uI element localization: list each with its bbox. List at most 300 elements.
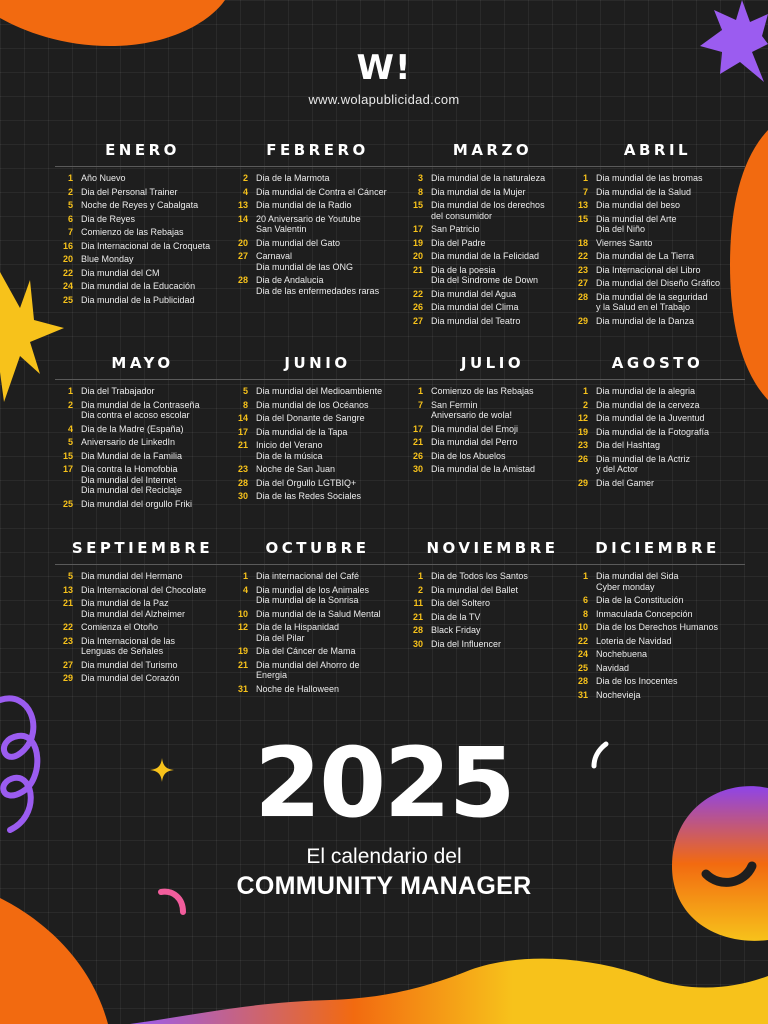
- event-day: 1: [242, 571, 248, 581]
- event-item: [570, 690, 745, 701]
- event-item: [55, 187, 230, 198]
- event-item: [55, 636, 230, 657]
- event-label: Dia mundial de las bromas: [596, 173, 703, 183]
- event-label: Dia de las Redes Sociales: [256, 491, 362, 501]
- event-label: Dia de la Marmota: [256, 173, 330, 183]
- event-item: [570, 173, 745, 184]
- event-label: Dia mundial del orgullo Friki: [81, 498, 193, 509]
- event-item: [405, 625, 580, 636]
- event-list: [55, 173, 230, 305]
- event-label: Dia Internacional del Libro: [596, 264, 701, 275]
- event-label: Dia mundial de Contra el Cáncer: [256, 186, 387, 197]
- event-label: Dia contra la Homofobia Dia mundial del Internet Dia mundial del Reciclaje: [81, 464, 183, 495]
- website-url[interactable]: www.wolapublicidad.com: [308, 92, 460, 107]
- event-day: 1: [67, 173, 73, 183]
- event-day: 21: [62, 598, 73, 608]
- event-item: [230, 585, 405, 606]
- event-day: 23: [237, 464, 248, 474]
- event-list: [570, 386, 745, 488]
- event-day: 23: [577, 440, 588, 450]
- event-item: [405, 437, 580, 448]
- event-day: 13: [577, 200, 588, 210]
- event-day: 22: [62, 622, 73, 632]
- event-day: 25: [62, 294, 73, 305]
- event-day: 27: [412, 315, 423, 326]
- event-item: [570, 595, 745, 606]
- event-label: Dia mundial de La Tierra: [596, 251, 695, 261]
- month-title: JULIO: [460, 354, 525, 372]
- event-label: Dia mundial de la Actriz y del Actor: [596, 453, 691, 474]
- event-label: Dia mundial del Teatro: [431, 315, 521, 326]
- event-label: Dia mundial de la Contraseña Dia contra el acoso escolar: [81, 399, 200, 420]
- event-day: 28: [237, 275, 248, 285]
- event-item: [230, 571, 405, 582]
- event-label: Dia de la Hispanidad Dia del Pilar: [256, 622, 340, 643]
- event-label: Dia del Trabajador: [81, 386, 155, 396]
- event-day: 6: [582, 595, 588, 605]
- event-item: [55, 598, 230, 619]
- month-divider: [55, 379, 230, 380]
- event-label: Dia mundial del Corazón: [81, 673, 180, 683]
- event-label: Nochevieja: [596, 689, 641, 700]
- event-day: 29: [577, 477, 588, 488]
- event-item: [230, 478, 405, 489]
- event-item: [230, 427, 405, 438]
- event-day: 15: [577, 213, 588, 224]
- event-item: [230, 464, 405, 475]
- month-title: NOVIEMBRE: [426, 539, 559, 557]
- event-label: Dia mundial de la Mujer: [431, 186, 526, 197]
- event-item: [570, 454, 745, 475]
- event-item: [230, 491, 405, 502]
- event-item: [570, 200, 745, 211]
- month-divider: [570, 166, 745, 167]
- event-label: Dia mundial del Gato: [256, 237, 341, 248]
- event-day: 25: [62, 498, 73, 509]
- event-day: 31: [237, 683, 248, 694]
- month-septiembre: [55, 538, 230, 687]
- event-day: 23: [577, 264, 588, 275]
- event-label: Dia de Reyes: [81, 213, 136, 224]
- month-title: ENERO: [105, 141, 180, 159]
- event-day: 2: [242, 173, 248, 183]
- event-label: Black Friday: [431, 625, 481, 635]
- event-item: [230, 275, 405, 296]
- event-label: Comienzo de las Rebajas: [81, 227, 184, 237]
- event-item: [570, 478, 745, 489]
- month-divider: [405, 166, 580, 167]
- event-item: [570, 440, 745, 451]
- event-day: 5: [67, 571, 73, 581]
- event-label: Dia mundial de la Salud: [596, 186, 692, 197]
- event-label: Noche de San Juan: [256, 464, 336, 474]
- event-day: 7: [582, 186, 588, 197]
- event-day: 28: [577, 676, 588, 686]
- event-day: 26: [577, 453, 588, 464]
- event-list: [405, 571, 580, 649]
- event-item: [230, 200, 405, 211]
- event-label: Dia del Padre: [431, 237, 486, 248]
- event-item: [570, 676, 745, 687]
- event-label: Dia mundial de la Radio: [256, 200, 352, 210]
- month-abril: [570, 140, 745, 329]
- month-divider: [230, 564, 405, 565]
- month-diciembre: [570, 538, 745, 703]
- event-day: 2: [582, 399, 588, 410]
- event-list: [230, 571, 405, 694]
- event-label: Dia mundial de la Amistad: [431, 464, 536, 474]
- event-label: Dia mundial de la cerveza: [596, 399, 700, 410]
- event-day: 12: [577, 413, 588, 423]
- event-label: Blue Monday: [81, 254, 134, 264]
- event-day: 27: [577, 278, 588, 288]
- event-day: 5: [67, 437, 73, 447]
- event-item: [570, 649, 745, 660]
- event-day: 2: [67, 186, 73, 197]
- subtitle-line-2: COMMUNITY MANAGER: [236, 872, 532, 900]
- month-febrero: [230, 140, 405, 299]
- month-agosto: [570, 353, 745, 491]
- event-item: [230, 622, 405, 643]
- event-day: 20: [237, 237, 248, 248]
- event-list: [55, 571, 230, 684]
- month-marzo: [405, 140, 580, 329]
- event-label: Aniversario de LinkedIn: [81, 437, 176, 447]
- gradient-wave-bottom: [130, 950, 768, 1024]
- event-list: [570, 173, 745, 326]
- event-item: [405, 302, 580, 313]
- event-label: Dia mundial del Perro: [431, 437, 518, 447]
- event-label: Dia mundial del beso: [596, 200, 681, 210]
- event-item: [230, 187, 405, 198]
- event-item: [570, 427, 745, 438]
- event-item: [405, 265, 580, 286]
- event-label: Dia mundial de la naturaleza: [431, 173, 546, 183]
- event-label: Dia mundial de la Tapa: [256, 426, 348, 437]
- month-junio: [230, 353, 405, 505]
- event-item: [55, 660, 230, 671]
- event-day: 1: [417, 571, 423, 581]
- event-label: Dia de la TV: [431, 611, 481, 622]
- event-day: 21: [237, 659, 248, 670]
- event-item: [55, 400, 230, 421]
- event-item: [230, 400, 405, 411]
- event-label: Dia mundial del Sida Cyber monday: [596, 571, 679, 592]
- month-octubre: [230, 538, 405, 697]
- event-label: Dia del Cáncer de Mama: [256, 646, 356, 656]
- event-item: [230, 251, 405, 272]
- event-item: [405, 187, 580, 198]
- event-day: 24: [62, 281, 73, 291]
- event-label: Dia del Donante de Sangre: [256, 413, 365, 423]
- event-item: [230, 684, 405, 695]
- event-day: 10: [577, 622, 588, 632]
- event-day: 1: [582, 386, 588, 396]
- event-item: [55, 254, 230, 265]
- event-label: 20 Aniversario de Youtube San Valentin: [256, 213, 361, 234]
- month-title: SEPTIEMBRE: [71, 539, 214, 557]
- event-day: 13: [237, 200, 248, 210]
- event-day: 30: [237, 491, 248, 501]
- event-day: 19: [412, 237, 423, 248]
- event-item: [405, 639, 580, 650]
- event-label: Dia Internacional del Chocolate: [81, 584, 207, 595]
- event-day: 15: [412, 200, 423, 210]
- event-item: [570, 663, 745, 674]
- event-day: 21: [237, 440, 248, 450]
- event-item: [230, 386, 405, 397]
- event-item: [55, 173, 230, 184]
- event-day: 1: [582, 571, 588, 581]
- event-label: Comienzo de las Rebajas: [431, 386, 534, 396]
- event-day: 17: [237, 426, 248, 437]
- event-label: Dia mundial de los derechos del consumidor: [431, 200, 545, 221]
- event-item: [405, 173, 580, 184]
- event-label: Inmaculada Concepción: [596, 608, 693, 619]
- event-item: [405, 612, 580, 623]
- orange-blob-bottom-left: [0, 898, 112, 1024]
- month-divider: [570, 564, 745, 565]
- event-day: 22: [412, 288, 423, 299]
- event-item: [55, 451, 230, 462]
- event-day: 28: [412, 625, 423, 635]
- event-label: Dia mundial de la Juventud: [596, 413, 705, 423]
- event-label: Dia mundial del Emoji: [431, 423, 519, 434]
- event-list: [405, 173, 580, 326]
- event-day: 21: [412, 264, 423, 275]
- event-label: Dia de Andalucia Dia de las enfermedades raras: [256, 275, 380, 296]
- month-divider: [405, 564, 580, 565]
- event-label: Dia mundial de la Danza: [596, 315, 695, 326]
- event-day: 30: [412, 464, 423, 474]
- event-label: Dia del Influencer: [431, 638, 502, 649]
- event-label: Dia mundial del Agua: [431, 288, 517, 299]
- event-item: [55, 424, 230, 435]
- event-item: [405, 424, 580, 435]
- event-item: [55, 622, 230, 633]
- event-item: [405, 464, 580, 475]
- event-day: 22: [577, 635, 588, 646]
- event-label: Dia mundial del CM: [81, 267, 160, 278]
- event-item: [55, 437, 230, 448]
- event-day: 14: [237, 413, 248, 423]
- event-list: [405, 386, 580, 475]
- event-item: [405, 238, 580, 249]
- event-label: Dia del Soltero: [431, 598, 491, 608]
- event-day: 1: [417, 386, 423, 396]
- event-day: 8: [582, 608, 588, 619]
- event-day: 18: [577, 237, 588, 248]
- event-label: Nochebuena: [596, 649, 648, 659]
- event-day: 28: [577, 291, 588, 302]
- event-item: [405, 386, 580, 397]
- event-item: [230, 646, 405, 657]
- event-label: Comienza el Otoño: [81, 622, 159, 632]
- event-label: San Patricio: [431, 224, 480, 234]
- event-label: Dia mundial del Diseño Gráfico: [596, 278, 721, 288]
- event-item: [570, 316, 745, 327]
- event-label: Dia mundial de la Felicidad: [431, 251, 540, 261]
- month-mayo: [55, 353, 230, 512]
- month-divider: [405, 379, 580, 380]
- event-item: [55, 571, 230, 582]
- month-enero: [55, 140, 230, 308]
- event-label: Dia mundial de la Salud Mental: [256, 608, 381, 619]
- event-day: 7: [67, 227, 73, 237]
- event-label: Dia mundial de la seguridad y la Salud en el Trabajo: [596, 291, 708, 312]
- event-list: [230, 173, 405, 296]
- event-day: 14: [237, 213, 248, 224]
- event-item: [405, 251, 580, 262]
- event-item: [230, 214, 405, 235]
- event-label: Dia mundial de la Paz Dia mundial del Alzheimer: [81, 598, 186, 619]
- event-item: [405, 400, 580, 421]
- event-label: Dia mundial de los Océanos: [256, 399, 369, 410]
- event-day: 27: [62, 659, 73, 670]
- event-item: [570, 278, 745, 289]
- event-label: San Fermin Aniversario de wola!: [431, 399, 513, 420]
- event-day: 17: [412, 224, 423, 234]
- event-item: [570, 571, 745, 592]
- event-label: Dia mundial del Turismo: [81, 659, 178, 670]
- event-item: [405, 571, 580, 582]
- event-label: Dia mundial del Clima: [431, 302, 519, 312]
- event-item: [570, 251, 745, 262]
- event-label: Dia mundial del Arte Dia del Niño: [596, 213, 677, 234]
- event-day: 4: [67, 423, 73, 434]
- event-label: Dia mundial de la alegria: [596, 386, 696, 396]
- event-day: 7: [417, 399, 423, 410]
- event-item: [405, 224, 580, 235]
- event-day: 22: [577, 251, 588, 261]
- event-label: Dia de los Derechos Humanos: [596, 622, 719, 632]
- event-day: 29: [62, 673, 73, 683]
- month-title: ABRIL: [623, 141, 692, 159]
- event-day: 2: [417, 584, 423, 595]
- event-item: [570, 386, 745, 397]
- event-label: Dia mundial de la Fotografía: [596, 426, 710, 437]
- event-item: [230, 609, 405, 620]
- month-julio: [405, 353, 580, 478]
- event-item: [570, 400, 745, 411]
- event-item: [55, 499, 230, 510]
- event-day: 16: [62, 240, 73, 251]
- month-title: MAYO: [111, 354, 174, 372]
- event-item: [55, 200, 230, 211]
- event-label: Dia mundial de la Publicidad: [81, 294, 195, 305]
- month-divider: [55, 166, 230, 167]
- event-day: 6: [67, 213, 73, 224]
- event-day: 2: [67, 399, 73, 410]
- event-label: Dia Internacional de la Croqueta: [81, 240, 211, 251]
- event-day: 19: [577, 426, 588, 437]
- event-item: [55, 464, 230, 496]
- event-label: Inicio del Verano Dia de la música: [256, 440, 323, 461]
- event-item: [405, 451, 580, 462]
- event-day: 3: [417, 173, 423, 183]
- event-label: Dia internacional del Café: [256, 571, 360, 581]
- event-label: Dia Mundial de la Familia: [81, 450, 183, 461]
- event-label: Carnaval Dia mundial de las ONG: [256, 251, 354, 272]
- event-item: [230, 440, 405, 461]
- event-item: [230, 173, 405, 184]
- event-day: 4: [242, 186, 248, 197]
- event-day: 21: [412, 611, 423, 622]
- event-label: Loteria de Navidad: [596, 635, 672, 646]
- event-day: 15: [62, 450, 73, 461]
- event-day: 28: [237, 477, 248, 488]
- month-divider: [230, 379, 405, 380]
- month-title: JUNIO: [284, 354, 351, 372]
- event-item: [55, 268, 230, 279]
- month-divider: [570, 379, 745, 380]
- event-item: [570, 292, 745, 313]
- event-label: Año Nuevo: [81, 173, 126, 183]
- event-label: Dia del Gamer: [596, 477, 655, 488]
- event-label: Dia mundial del Ahorro de Energia: [256, 659, 360, 680]
- month-title: MARZO: [452, 141, 533, 159]
- event-item: [55, 585, 230, 596]
- month-divider: [230, 166, 405, 167]
- event-day: 19: [237, 646, 248, 656]
- event-day: 13: [62, 584, 73, 595]
- month-divider: [55, 564, 230, 565]
- event-label: Viernes Santo: [596, 237, 653, 248]
- event-day: 5: [67, 200, 73, 210]
- event-day: 29: [577, 315, 588, 326]
- event-item: [230, 660, 405, 681]
- event-item: [230, 413, 405, 424]
- event-item: [405, 289, 580, 300]
- event-day: 26: [412, 302, 423, 312]
- event-item: [55, 673, 230, 684]
- event-day: 21: [412, 437, 423, 447]
- event-item: [570, 187, 745, 198]
- event-label: Dia de la poesia Dia del Sindrome de Down: [431, 264, 539, 285]
- event-list: [55, 386, 230, 509]
- event-label: Dia mundial de la Educación: [81, 281, 196, 291]
- month-title: AGOSTO: [611, 354, 704, 372]
- event-item: [570, 413, 745, 424]
- event-item: [405, 598, 580, 609]
- event-day: 25: [577, 662, 588, 673]
- event-item: [570, 265, 745, 276]
- event-label: Navidad: [596, 662, 630, 673]
- header: [0, 48, 768, 107]
- event-label: Dia mundial de los Animales Dia mundial de la Sonrisa: [256, 584, 370, 605]
- event-label: Dia del Orgullo LGTBIQ+: [256, 477, 357, 488]
- event-item: [55, 386, 230, 397]
- event-label: Dia de los Inocentes: [596, 676, 678, 686]
- event-day: 10: [237, 608, 248, 619]
- event-day: 12: [237, 622, 248, 632]
- event-item: [230, 238, 405, 249]
- month-title: FEBRERO: [266, 141, 369, 159]
- event-day: 11: [413, 598, 423, 608]
- month-title: OCTUBRE: [265, 539, 370, 557]
- event-item: [55, 227, 230, 238]
- event-list: [230, 386, 405, 502]
- event-item: [405, 585, 580, 596]
- event-item: [570, 214, 745, 235]
- event-item: [405, 200, 580, 221]
- event-day: 1: [582, 173, 588, 183]
- event-label: Dia del Personal Trainer: [81, 186, 178, 197]
- event-label: Dia Internacional de las Lenguas de Señales: [81, 635, 176, 656]
- event-day: 22: [62, 267, 73, 278]
- wola-logo: W!: [356, 48, 412, 88]
- event-label: Dia de los Abuelos: [431, 450, 506, 461]
